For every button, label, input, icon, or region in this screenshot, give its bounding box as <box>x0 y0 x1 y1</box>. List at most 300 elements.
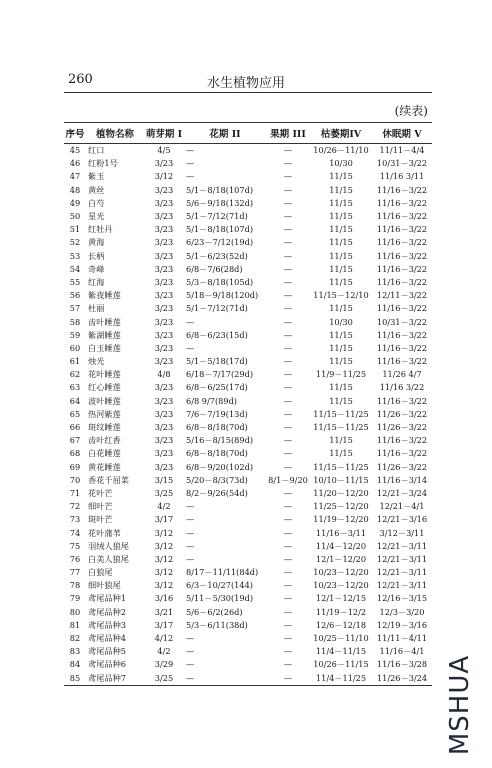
table-cell: 12/21－3/11 <box>376 540 428 551</box>
table-cell: — <box>283 422 293 433</box>
table-cell: 花叶睡莲 <box>88 369 121 380</box>
table-row <box>64 672 432 686</box>
table-cell: 57 <box>69 303 81 314</box>
table-cell: — <box>283 593 293 604</box>
phenology-table <box>64 122 432 686</box>
table-row <box>64 632 432 645</box>
table-cell: 76 <box>69 553 81 564</box>
table-cell: 64 <box>69 395 81 406</box>
table-cell: 8/17－11/11(84d) <box>186 567 259 578</box>
table-cell: 11/16－3/11 <box>315 527 367 538</box>
table-cell: 11/16 3/11 <box>379 171 425 182</box>
table-cell: 鸢尾品种6 <box>88 659 126 670</box>
table-cell: 12/1－12/20 <box>315 553 367 564</box>
table-cell: 11/4－11/15 <box>315 646 367 657</box>
table-cell: 3/23 <box>154 342 174 353</box>
table-cell: 5/1－7/12(71d) <box>186 211 248 222</box>
table-cell: 11/15 <box>329 276 353 287</box>
table-header-row <box>64 123 432 144</box>
table-cell: 58 <box>69 316 81 327</box>
table-cell: 11/15 <box>329 435 353 446</box>
table-row <box>64 144 432 158</box>
table-cell: 齿叶睡莲 <box>88 316 121 327</box>
table-cell: 11/16－3/22 <box>376 197 428 208</box>
table-row <box>64 157 432 170</box>
table-row <box>64 526 432 539</box>
table-cell: 11/16－3/22 <box>376 342 428 353</box>
table-cell: 11/20－12/20 <box>313 487 369 498</box>
table-cell: 3/23 <box>154 197 174 208</box>
table-cell: 49 <box>69 197 81 208</box>
table-cell: 3/23 <box>154 316 174 327</box>
table-cell: — <box>186 659 195 670</box>
table-cell: 3/23 <box>154 448 174 459</box>
table-cell: — <box>186 316 195 327</box>
table-row <box>64 461 432 474</box>
table-cell: — <box>283 448 293 459</box>
col-header-dormancy: 休眠期 V <box>372 123 432 144</box>
table-cell: 3/23 <box>154 250 174 261</box>
table-row <box>64 540 432 553</box>
page-number: 260 <box>68 72 93 87</box>
table-cell: 11/15 <box>329 197 353 208</box>
table-cell: 5/1－7/12(71d) <box>186 303 248 314</box>
table-cell: 红海 <box>88 276 105 287</box>
table-cell: 3/12 <box>154 171 174 182</box>
table-cell: — <box>186 342 195 353</box>
table-cell: — <box>283 659 293 670</box>
table-cell: 3/12 <box>154 527 174 538</box>
table-row <box>64 645 432 658</box>
table-cell: 10/10－11/15 <box>313 474 369 485</box>
table-cell: 12/3－3/20 <box>379 606 425 617</box>
table-cell: 79 <box>69 593 81 604</box>
table-cell: 5/1－6/23(52d) <box>186 250 248 261</box>
table-row <box>64 355 432 368</box>
table-cell: — <box>283 211 293 222</box>
table-cell: 12/21－3/11 <box>376 567 428 578</box>
table-cell: 11/16－3/22 <box>376 211 428 222</box>
table-cell: 63 <box>69 382 81 393</box>
table-cell: 12/21－3/11 <box>376 553 428 564</box>
table-cell: 11/26 4/7 <box>382 369 422 380</box>
table-row <box>64 368 432 381</box>
table-cell: 11/15－11/25 <box>313 408 369 419</box>
table-cell: 10/26－11/10 <box>313 145 369 156</box>
table-cell: 68 <box>69 448 81 459</box>
table-cell: — <box>283 356 293 367</box>
table-cell: 花叶蒲苇 <box>88 527 121 538</box>
table-row <box>64 302 432 315</box>
table-cell: 11/15－11/25 <box>313 461 369 472</box>
table-cell: 11/16－3/22 <box>376 184 428 195</box>
table-cell: 3/25 <box>144 672 184 686</box>
table-cell: — <box>283 395 293 406</box>
table-cell: 11/15 <box>329 382 353 393</box>
table-cell: — <box>186 553 195 564</box>
table-cell: 5/6－6/2(26d) <box>186 606 243 617</box>
table-cell: — <box>283 197 293 208</box>
table-row <box>64 619 432 632</box>
table-cell: 红心睡莲 <box>88 382 121 393</box>
table-cell: 11/4－12/20 <box>315 540 367 551</box>
table-cell: 3/23 <box>154 395 174 406</box>
table-cell: 84 <box>69 659 81 670</box>
table-cell: 45 <box>69 145 81 156</box>
table-cell: 10/31－3/22 <box>376 316 428 327</box>
table-cell: 11/25－12/20 <box>313 501 369 512</box>
table-row <box>64 170 432 183</box>
table-row <box>64 342 432 355</box>
table-cell: 46 <box>69 158 81 169</box>
table-cell: — <box>283 316 293 327</box>
table-cell: — <box>186 646 195 657</box>
table-cell: — <box>283 514 293 525</box>
table-cell: 70 <box>69 474 81 485</box>
table-cell: 8/2－9/26(54d) <box>186 487 248 498</box>
table-cell: 3/12 <box>154 567 174 578</box>
table-cell: 11/16－3/22 <box>376 435 428 446</box>
table-cell: 11/15 <box>329 342 353 353</box>
table-cell: — <box>186 501 195 512</box>
table-cell: — <box>283 276 293 287</box>
col-header-flowering: 花期 II <box>184 123 266 144</box>
table-row <box>64 315 432 328</box>
table-cell: 11/11－4/11 <box>376 633 428 644</box>
watermark <box>445 650 488 760</box>
table-cell: 11/16－3/22 <box>376 237 428 248</box>
table-row <box>64 289 432 302</box>
table-row <box>64 381 432 394</box>
table-cell: 波叶睡莲 <box>88 395 121 406</box>
table-cell: 11/19－12/2 <box>315 606 367 617</box>
table-cell: 11/16－3/22 <box>376 224 428 235</box>
table-cell: 3/15 <box>154 474 174 485</box>
table-cell: 3/23 <box>154 158 174 169</box>
table-cell: 鸢尾品种2 <box>88 606 126 617</box>
table-cell: 11/26－3/24 <box>372 672 432 686</box>
table-cell: — <box>186 145 195 156</box>
table-cell: 6/18－7/17(29d) <box>186 369 254 380</box>
table-cell: 3/23 <box>154 211 174 222</box>
table-cell: 3/23 <box>154 224 174 235</box>
table-cell: 61 <box>69 356 81 367</box>
table-cell: 11/16－3/22 <box>376 356 428 367</box>
table-cell: — <box>283 329 293 340</box>
table-cell: 红牡丹 <box>88 224 113 235</box>
table-cell: 6/8－6/25(17d) <box>186 382 248 393</box>
table-cell: — <box>283 527 293 538</box>
table-cell: — <box>283 540 293 551</box>
table-cell: 花叶芒 <box>88 487 113 498</box>
table-cell: — <box>283 224 293 235</box>
table-cell: 11/15 <box>329 250 353 261</box>
table-cell: 3/23 <box>154 461 174 472</box>
table-cell: 75 <box>69 540 81 551</box>
table-cell: 11/26－3/22 <box>376 422 428 433</box>
table-cell: 11/16－3/22 <box>376 329 428 340</box>
table-cell: 11/15 <box>329 395 353 406</box>
table-cell: 11/16－4/1 <box>379 646 425 657</box>
table-cell: 11/15－11/25 <box>313 422 369 433</box>
col-header-plant-name: 植物名称 <box>86 123 144 144</box>
col-header-index: 序号 <box>64 123 86 144</box>
table-cell: 5/18－9/18(120d) <box>186 290 259 301</box>
table-cell: 5/11－5/30(19d) <box>186 593 254 604</box>
table-cell: 热河紫莲 <box>88 408 121 419</box>
table-cell: 6/8－7/6(28d) <box>186 263 243 274</box>
table-cell: 3/12 <box>154 580 174 591</box>
table-cell: 11/16－3/22 <box>376 448 428 459</box>
table-cell: 6/3－10/27(144) <box>186 580 253 591</box>
table-cell: 11/19－12/20 <box>313 514 369 525</box>
table-cell: 3/29 <box>154 659 174 670</box>
table-cell: 3/23 <box>154 356 174 367</box>
table-cell: 长柄 <box>88 250 105 261</box>
table-cell: — <box>184 672 266 686</box>
table-row <box>64 566 432 579</box>
table-row <box>64 236 432 249</box>
table-cell: 黄花睡莲 <box>88 461 121 472</box>
table-cell: 6/8－9/20(102d) <box>186 461 254 472</box>
table-row <box>64 184 432 197</box>
table-cell: 3/23 <box>154 408 174 419</box>
table-cell: 51 <box>69 224 81 235</box>
table-cell: 50 <box>69 211 81 222</box>
table-cell: 3/23 <box>154 435 174 446</box>
table-cell: 鸢尾品种1 <box>88 593 126 604</box>
table-cell: 白美人狼尾 <box>88 553 129 564</box>
table-cell: 11/16－3/22 <box>376 250 428 261</box>
table-cell: 鸢尾品种4 <box>88 633 126 644</box>
table-row <box>64 658 432 671</box>
table-cell: — <box>283 487 293 498</box>
table-cell: 73 <box>69 514 81 525</box>
table-cell: — <box>283 501 293 512</box>
table-cell: — <box>186 540 195 551</box>
table-cell: 67 <box>69 435 81 446</box>
table-cell: 白花睡莲 <box>88 448 121 459</box>
table-cell: — <box>283 580 293 591</box>
table-cell: 细叶芒 <box>88 501 113 512</box>
table-cell: 5/16－8/15(89d) <box>186 435 254 446</box>
table-cell: 3/12－3/11 <box>379 527 425 538</box>
table-cell: 3/23 <box>154 329 174 340</box>
table-cell: 白芍 <box>88 197 105 208</box>
table-cell: 5/1－8/18(107d) <box>186 224 254 235</box>
table-cell: 5/3－8/18(105d) <box>186 276 254 287</box>
table-cell: 紫玉 <box>88 171 105 182</box>
table-cell: 4/8 <box>157 369 171 380</box>
table-cell: 3/23 <box>154 184 174 195</box>
table-cell: 羽绒人狼尾 <box>88 540 129 551</box>
table-cell: 55 <box>69 276 81 287</box>
table-cell: 85 <box>64 672 86 686</box>
table-cell: 62 <box>69 369 81 380</box>
table-row <box>64 579 432 592</box>
table-cell: 78 <box>69 580 81 591</box>
table-cell: 3/25 <box>154 487 174 498</box>
table-row <box>64 487 432 500</box>
table-cell: 3/23 <box>154 422 174 433</box>
table-cell: 11/16 3/22 <box>379 382 425 393</box>
table-cell: 10/23－12/20 <box>313 580 369 591</box>
table-cell: — <box>283 290 293 301</box>
table-cell: 60 <box>69 342 81 353</box>
table-cell: 12/16－3/15 <box>376 593 428 604</box>
table-cell: 11/26－3/22 <box>376 461 428 472</box>
table-row <box>64 210 432 223</box>
table-cell: 54 <box>69 263 81 274</box>
table-row <box>64 592 432 605</box>
table-cell: 66 <box>69 422 81 433</box>
table-cell: 4/12 <box>154 633 174 644</box>
table-row <box>64 223 432 236</box>
table-cell: 11/15 <box>329 448 353 459</box>
table-cell: 53 <box>69 250 81 261</box>
table-cell: 3/23 <box>154 263 174 274</box>
table-cell: 74 <box>69 527 81 538</box>
table-cell: 11/16－3/22 <box>376 276 428 287</box>
table-cell: 71 <box>69 487 81 498</box>
table-cell: 80 <box>69 606 81 617</box>
table-cell: 白玉睡莲 <box>88 342 121 353</box>
watermark-text: MSHUA <box>445 654 476 756</box>
table-cell: 83 <box>69 646 81 657</box>
table-cell: 12/1－12/15 <box>315 593 367 604</box>
table-row <box>64 447 432 460</box>
table-cell: 6/8 9/7(89d) <box>186 395 238 406</box>
table-cell: 4/2 <box>157 646 171 657</box>
table-cell: 3/16 <box>154 593 174 604</box>
table-cell: 奇峰 <box>88 263 105 274</box>
table-cell: 6/8－8/18(70d) <box>186 422 248 433</box>
table-cell: 6/8－6/23(15d) <box>186 329 248 340</box>
table-cell: — <box>186 171 195 182</box>
table-cell: 斑叶芒 <box>88 514 113 525</box>
table-cell: 10/25－11/10 <box>313 633 369 644</box>
table-cell: — <box>283 303 293 314</box>
table-cell: — <box>283 619 293 630</box>
table-cell: — <box>186 158 195 169</box>
table-cell: 11/15 <box>329 263 353 274</box>
table-cell: 5/1－8/18(107d) <box>186 184 254 195</box>
table-cell: — <box>186 514 195 525</box>
table-row <box>64 434 432 447</box>
table-cell: 香花千屈菜 <box>88 474 129 485</box>
table-cell: 11/15 <box>329 356 353 367</box>
table-cell: 69 <box>69 461 81 472</box>
table-cell: 11/15 <box>329 329 353 340</box>
table-row <box>64 500 432 513</box>
table-cell: 4/2 <box>157 501 171 512</box>
table-body <box>64 144 432 686</box>
table-cell: — <box>283 184 293 195</box>
table-row <box>64 474 432 487</box>
table-cell: — <box>283 382 293 393</box>
table-cell: 12/21－4/1 <box>379 501 425 512</box>
table-cell: 77 <box>69 567 81 578</box>
table-cell: 52 <box>69 237 81 248</box>
table-row <box>64 276 432 289</box>
table-cell: 5/1－5/18(17d) <box>186 356 248 367</box>
table-cell: — <box>283 435 293 446</box>
table-cell: 72 <box>69 501 81 512</box>
table-cell: 10/23－12/20 <box>313 567 369 578</box>
table-cell: 5/6－9/18(132d) <box>186 197 254 208</box>
table-row <box>64 250 432 263</box>
table-cell: 齿叶红香 <box>88 435 121 446</box>
table-row <box>64 606 432 619</box>
table-cell: — <box>283 369 293 380</box>
table-cell: 鸢尾品种7 <box>86 672 144 686</box>
table-cell: 11/4－11/25 <box>310 672 372 686</box>
table-cell: — <box>283 250 293 261</box>
table-cell: 10/26－11/15 <box>313 659 369 670</box>
table-row <box>64 329 432 342</box>
table-cell: 11/15 <box>329 224 353 235</box>
table-cell: 鸢尾品种3 <box>88 619 126 630</box>
table-cell: 48 <box>69 184 81 195</box>
table-cell: 12/6－12/18 <box>315 619 367 630</box>
table-cell: 斑纹睡莲 <box>88 422 121 433</box>
table-cell: 3/23 <box>154 276 174 287</box>
table-cell: — <box>186 633 195 644</box>
table-cell: 紫夜睡莲 <box>88 290 121 301</box>
table-cell: 12/21－3/11 <box>376 580 428 591</box>
table-cell: 3/12 <box>154 553 174 564</box>
table-cell: 11/15 <box>329 211 353 222</box>
table-cell: 烛光 <box>88 356 105 367</box>
table-cell: 11/15 <box>329 303 353 314</box>
table-cell: 5/20－8/3(73d) <box>186 474 248 485</box>
table-cell: 10/31－3/22 <box>376 158 428 169</box>
table-cell: 3/23 <box>154 290 174 301</box>
table-cell: 12/19－3/16 <box>376 619 428 630</box>
table-cell: 11/16－3/14 <box>376 474 428 485</box>
table-cell: — <box>283 158 293 169</box>
table-cell: 星光 <box>88 211 105 222</box>
table-cell: 11/16－3/22 <box>376 263 428 274</box>
table-cell: 12/21－3/16 <box>376 514 428 525</box>
table-cell: 红口 <box>88 145 105 156</box>
table-cell: 11/9－11/25 <box>315 369 367 380</box>
table-cell: 65 <box>69 408 81 419</box>
table-cell: 3/23 <box>154 237 174 248</box>
table-cell: — <box>283 567 293 578</box>
table-cell: 11/15 <box>329 184 353 195</box>
table-cell: 杜丽 <box>88 303 105 314</box>
table-row <box>64 553 432 566</box>
header-rule <box>64 92 432 93</box>
table-row <box>64 513 432 526</box>
table-cell: 4/5 <box>157 145 171 156</box>
table-cell: 细叶狼尾 <box>88 580 121 591</box>
table-cell: 12/11－3/22 <box>376 290 428 301</box>
table-cell: — <box>283 263 293 274</box>
col-header-sprouting: 萌芽期 I <box>144 123 184 144</box>
table-cell: 82 <box>69 633 81 644</box>
table-cell: 3/12 <box>154 540 174 551</box>
col-header-fruiting: 果期 III <box>266 123 310 144</box>
table-row <box>64 421 432 434</box>
table-cell: 8/1－9/20 <box>268 474 308 485</box>
table-cell: — <box>283 408 293 419</box>
running-title: 水生植物应用 <box>206 76 285 91</box>
table-cell: 3/23 <box>154 303 174 314</box>
table-cell: 黄丝 <box>88 184 105 195</box>
table-cell: 3/21 <box>154 606 174 617</box>
